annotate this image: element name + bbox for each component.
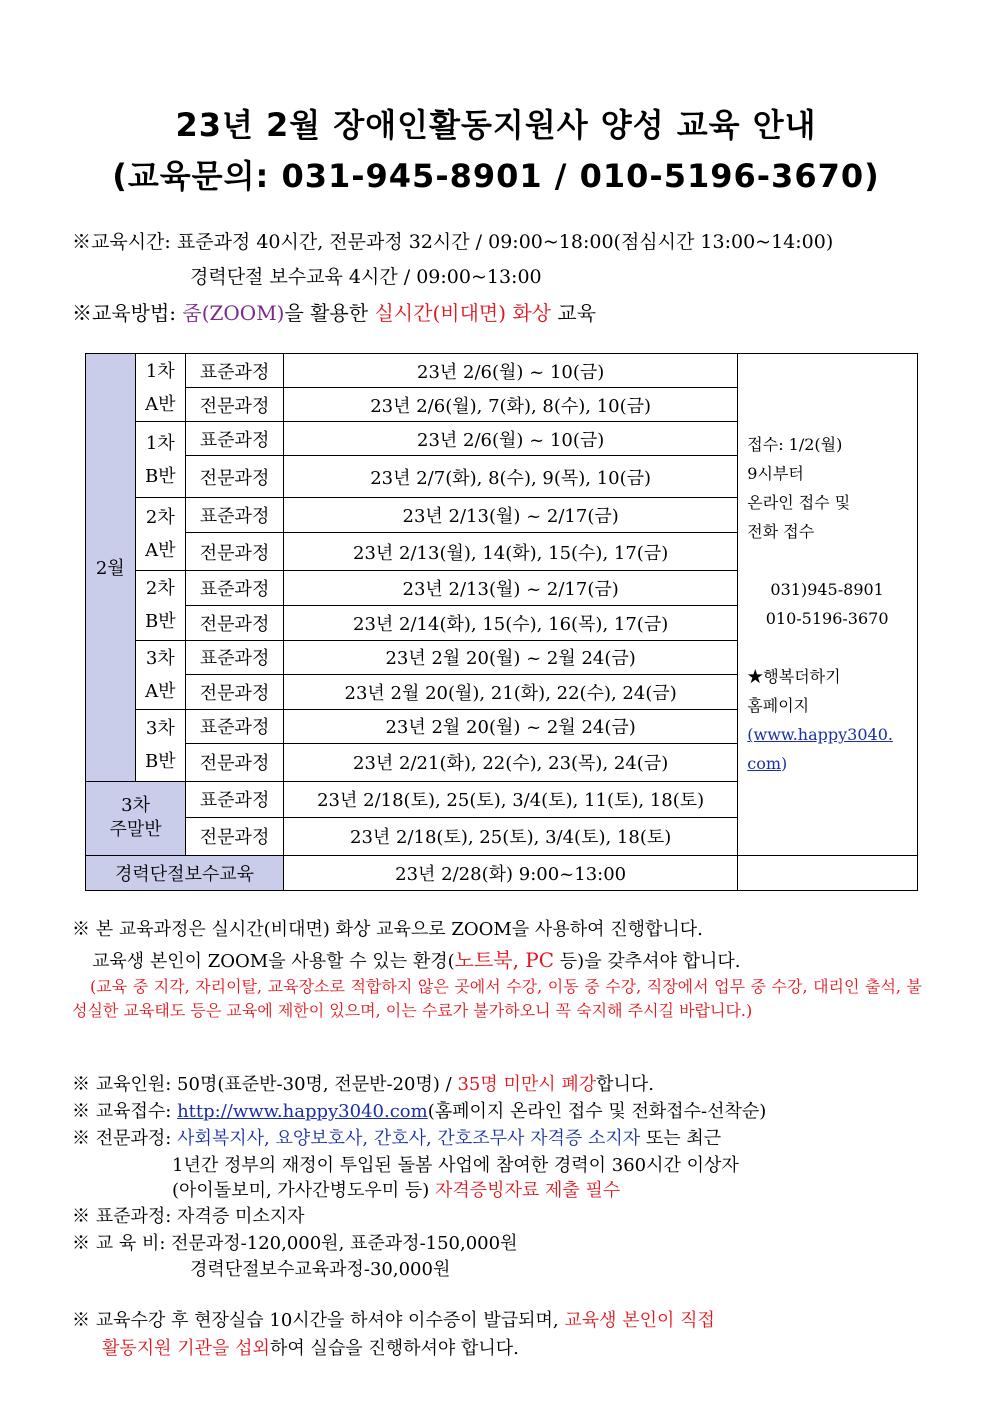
- class-cell: 3차 B반: [135, 709, 186, 781]
- phone-1: 031)945-8901: [770, 580, 884, 600]
- weekend-class-cell: 3차 주말반: [86, 781, 186, 855]
- class-cell: 1차 B반: [135, 422, 186, 498]
- month-cell: 2월: [86, 354, 136, 782]
- course-dates: 23년 2/14(화), 15(수), 16(목), 17(금): [284, 606, 738, 640]
- page-subtitle-contact: (교육문의: 031-945-8901 / 010-5196-3670): [112, 157, 880, 195]
- course-dates: 23년 2/6(월), 7(화), 8(수), 10(금): [284, 388, 738, 422]
- note-special-course: ※ 전문과정: 사회복지사, 요양보호사, 간호사, 간호조무사 자격증 소지자 또는 최근: [72, 1128, 722, 1149]
- phone-2: 010-5196-3670: [765, 609, 889, 629]
- course-label: 표준과정: [186, 498, 284, 533]
- edu-method-end: 교육: [557, 301, 597, 325]
- course-label: 전문과정: [186, 817, 284, 855]
- edu-time-refresher: 경력단절 보수교육 4시간 / 09:00~13:00: [190, 266, 542, 288]
- registration-link[interactable]: http://www.happy3040.com: [177, 1101, 428, 1122]
- edu-time-label: ※교육시간:: [72, 231, 171, 253]
- registration-info-cell: 접수: 1/2(월) 9시부터 온라인 접수 및 전화 접수 031)945-8901 010-5196-3670 ★행복더하기 홈페이지 (www.happy3040. com): [738, 354, 918, 856]
- note-standard-course: ※ 표준과정: 자격증 미소지자: [72, 1206, 305, 1227]
- note-special-course-line2: 1년간 정부의 재정이 투입된 돌봄 사업에 참여한 경력이 360시간 이상자: [172, 1155, 739, 1176]
- course-dates: 23년 2월 20(월) ~ 2월 24(금): [284, 640, 738, 674]
- schedule-table: [85, 353, 918, 891]
- edu-method-label: ※교육방법:: [72, 301, 177, 325]
- course-label: 전문과정: [186, 388, 284, 422]
- note-warning: (교육 중 지각, 자리이탈, 교육장소로 적합하지 않은 곳에서 수강, 이동 중 수강, 직장에서 업무 중 수강, 대리인 출석, 불성실한 교육태도 등은 교육에 제한이 있으며, 이는 수료가 불가하오니 꼭 숙지해 주시길 바랍니다.): [72, 977, 922, 1020]
- course-label: 전문과정: [186, 743, 284, 781]
- course-label: 전문과정: [186, 674, 284, 709]
- course-label: 표준과정: [186, 354, 284, 388]
- class-cell: 3차 A반: [135, 640, 186, 709]
- course-dates: 23년 2/18(토), 25(토), 3/4(토), 18(토): [284, 817, 738, 855]
- course-label: 표준과정: [186, 571, 284, 606]
- note-practicum-line2: 활동지원 기관을 섭외하여 실습을 진행하셔야 합니다.: [102, 1338, 519, 1359]
- note-zoom: ※ 본 교육과정은 실시간(비대면) 화상 교육으로 ZOOM을 사용하여 진행합니다.: [72, 919, 703, 940]
- table-row: [86, 354, 918, 388]
- course-dates: 23년 2/13(월), 14(화), 15(수), 17(금): [284, 533, 738, 571]
- note-special-course-line3: (아이돌보미, 가사간병도우미 등) 자격증빙자료 제출 필수: [172, 1180, 621, 1201]
- course-dates: 23년 2/6(월) ~ 10(금): [284, 422, 738, 456]
- edu-time-value: 표준과정 40시간, 전문과정 32시간 / 09:00~18:00(점심시간 13:00~14:00): [176, 231, 834, 253]
- course-label: 표준과정: [186, 781, 284, 817]
- course-dates: 23년 2/13(월) ~ 2/17(금): [284, 498, 738, 533]
- refresher-label: 경력단절보수교육: [86, 855, 284, 890]
- edu-time-line: [72, 227, 833, 254]
- course-label: 전문과정: [186, 533, 284, 571]
- refresher-dates: 23년 2/28(화) 9:00~13:00: [284, 855, 738, 890]
- course-label: 전문과정: [186, 606, 284, 640]
- course-dates: 23년 2/13(월) ~ 2/17(금): [284, 571, 738, 606]
- note-environment: 교육생 본인이 ZOOM을 사용할 수 있는 환경(노트북, PC 등)을 갖추셔야 합니다.: [92, 948, 741, 972]
- note-practicum: ※ 교육수강 후 현장실습 10시간을 하셔야 이수증이 발급되며, 교육생 본인이 직접: [72, 1310, 715, 1331]
- course-dates: 23년 2월 20(월) ~ 2월 24(금): [284, 709, 738, 743]
- course-dates: 23년 2월 20(월), 21(화), 22(수), 24(금): [284, 674, 738, 709]
- course-label: 표준과정: [186, 640, 284, 674]
- class-cell: 1차 A반: [135, 354, 186, 422]
- note-capacity: ※ 교육인원: 50명(표준반-30명, 전문반-20명) / 35명 미만시 폐강합니다.: [72, 1074, 655, 1095]
- edu-method-zoom: 줌(ZOOM): [182, 301, 285, 325]
- table-row: [86, 855, 918, 890]
- course-dates: 23년 2/6(월) ~ 10(금): [284, 354, 738, 388]
- course-label: 표준과정: [186, 709, 284, 743]
- class-cell: 2차 B반: [135, 571, 186, 640]
- course-dates: 23년 2/21(화), 22(수), 23(목), 24(금): [284, 743, 738, 781]
- note-fee-line2: 경력단절보수교육과정-30,000원: [190, 1259, 451, 1280]
- course-dates: 23년 2/7(화), 8(수), 9(목), 10(금): [284, 456, 738, 498]
- course-label: 전문과정: [186, 456, 284, 498]
- homepage-link[interactable]: (www.happy3040.: [747, 725, 893, 745]
- course-label: 표준과정: [186, 422, 284, 456]
- class-cell: 2차 A반: [135, 498, 186, 571]
- page-title: 23년 2월 장애인활동지원사 양성 교육 안내: [175, 106, 817, 144]
- note-fee: ※ 교 육 비: 전문과정-120,000원, 표준과정-150,000원: [72, 1233, 518, 1254]
- course-dates: 23년 2/18(토), 25(토), 3/4(토), 11(토), 18(토): [284, 781, 738, 817]
- note-registration: ※ 교육접수: http://www.happy3040.com(홈페이지 온라인 접수 및 전화접수-선착순): [72, 1101, 767, 1122]
- edu-method-mid: 을 활용한: [284, 301, 369, 325]
- edu-method-live: 실시간(비대면) 화상: [374, 301, 552, 325]
- edu-method-line: [72, 297, 596, 326]
